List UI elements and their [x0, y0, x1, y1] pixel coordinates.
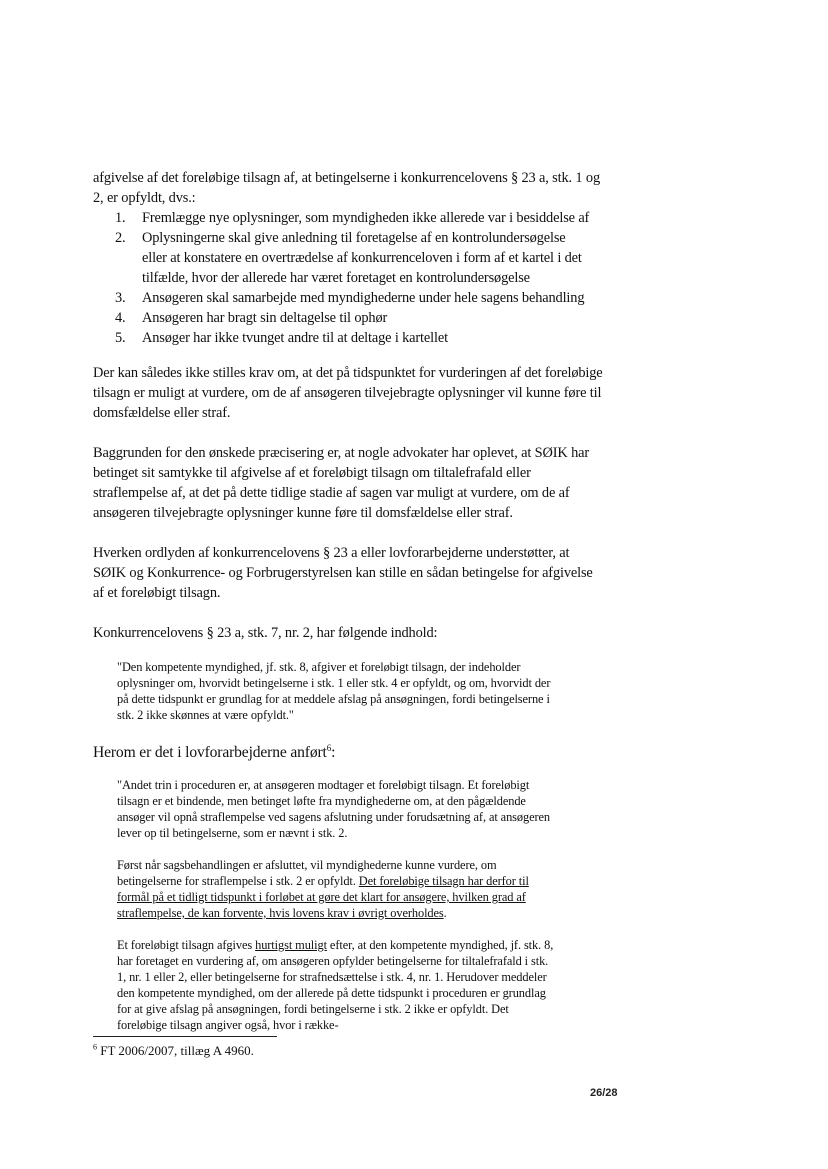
quote-paragraph	[117, 937, 559, 1033]
intro-paragraph: afgivelse af det foreløbige tilsagn af, at betingelserne i konkurrencelovens § 23 a, stk. 1 og 2, er opfyldt, dvs.:	[93, 170, 600, 206]
condition-item: Oplysningerne skal give anledning til foretagelse af en kontrolundersøgelse eller at konstatere en overtrædelse af konkurrenceloven i form af et kartel i det tilfælde, hvor der allerede har været foretaget en kontrolundersøgelse	[142, 230, 582, 286]
underlined-text: hurtigst muligt	[255, 938, 327, 952]
underlined-text: Det foreløbige tilsagn har derfor til formål på et tidligt tidspunkt i forløbet at gøre det klart for ansøgere, hvilken grad af straflempelse, de kan forvente, hvis lovens krav i øvrigt overholdes	[117, 874, 529, 920]
page-number: 26/28	[590, 1087, 618, 1099]
body-paragraph: Konkurrencelovens § 23 a, stk. 7, nr. 2, har følgende indhold:	[93, 625, 438, 641]
condition-item: Ansøgeren skal samarbejde med myndighederne under hele sagens behandling	[142, 290, 585, 306]
body-paragraph: Hverken ordlyden af konkurrencelovens § 23 a eller lovforarbejderne understøtter, at SØIK og Konkurrence- og Forbrugerstyrelsen kan stille en sådan betingelse for afgivelse af et foreløbigt tilsagn.	[93, 545, 593, 601]
quote-text: Først når sagsbehandlingen er afsluttet, vil myndighederne kunne vurdere, om betingelserne for straflempelse i stk. 2 er opfyldt.	[117, 858, 497, 888]
condition-item: Ansøger har ikke tvunget andre til at deltage i kartellet	[142, 330, 448, 346]
quote-text: efter, at den kompetente myndighed, jf. stk. 8, har foretaget en vurdering af, om ansøgeren opfylder betingelserne for tiltalefrafald i stk. 1, nr. 1 eller 2, eller betingelserne for strafnedsættelse i stk. 4, nr. 1. Herudover meddeler den kompetente myndighed, om der allerede på dette tidspunkt i proceduren er grundlag for at give afslag på ansøgningen, fordi betingelserne i stk. 2 ikke er opfyldt. Det foreløbige tilsagn angiver også, hvor i række-	[117, 938, 554, 1032]
footnote-number: 6	[93, 1042, 97, 1052]
page-content	[93, 168, 603, 1051]
body-paragraph: Der kan således ikke stilles krav om, at det på tidspunktet for vurderingen af det foreløbige tilsagn er muligt at vurdere, om de af ansøgeren tilvejebragte oplysninger vil kunne føre til domsfældelse eller straf.	[93, 365, 603, 421]
legal-quote-2	[117, 777, 603, 1033]
condition-item: Fremlægge nye oplysninger, som myndigheden ikke allerede var i besiddelse af	[142, 210, 590, 226]
footnote-reference[interactable]: 6	[326, 742, 332, 753]
body-paragraph: Baggrunden for den ønskede præcisering er, at nogle advokater har oplevet, at SØIK har betinget sit samtykke til afgivelse af et foreløbigt tilsagn om tiltalefrafald eller straflempelse af, at det på dette tidlige stadie af sagen var muligt at vurdere, om de af ansøgeren tilvejebragte oplysninger kunne føre til domsfældelse eller straf.	[93, 445, 590, 521]
legal-quote-1	[117, 659, 603, 723]
quote-paragraph: "Andet trin i proceduren er, at ansøgeren modtager et foreløbigt tilsagn. Et foreløbigt tilsagn er et bindende, men betinget løfte fra myndighederne om, at den pågældende ansøger vil opnå straflempelse ved sagens afslutning under forudsætning af, at ansøgeren lever op til betingelserne, som er nævnt i stk. 2.	[117, 778, 551, 840]
quote-paragraph	[117, 857, 559, 921]
lead-in-text: Herom er det i lovforarbejderne anført	[93, 744, 327, 761]
footnote-text: FT 2006/2007, tillæg A 4960.	[97, 1043, 254, 1058]
quote-text: Et foreløbigt tilsagn afgives	[117, 938, 256, 952]
quote-text: "Den kompetente myndighed, jf. stk. 8, afgiver et foreløbigt tilsagn, der indeholder oplysninger om, hvorvidt betingelserne i stk. 1 eller stk. 4 er opfyldt, og om, hvorvidt der på dette tidspunkt er grundlag for at meddele afslag på ansøgningen, fordi betingelserne i stk. 2 ikke skønnes at være opfyldt."	[117, 660, 551, 722]
condition-item: Ansøgeren har bragt sin deltagelse til ophør	[142, 310, 388, 326]
footnote-separator	[93, 1036, 277, 1037]
lead-in-suffix: :	[331, 744, 336, 761]
section-lead-in	[93, 743, 603, 763]
quote-text: .	[443, 906, 447, 920]
footnote	[93, 1043, 254, 1059]
conditions-list	[93, 208, 603, 348]
